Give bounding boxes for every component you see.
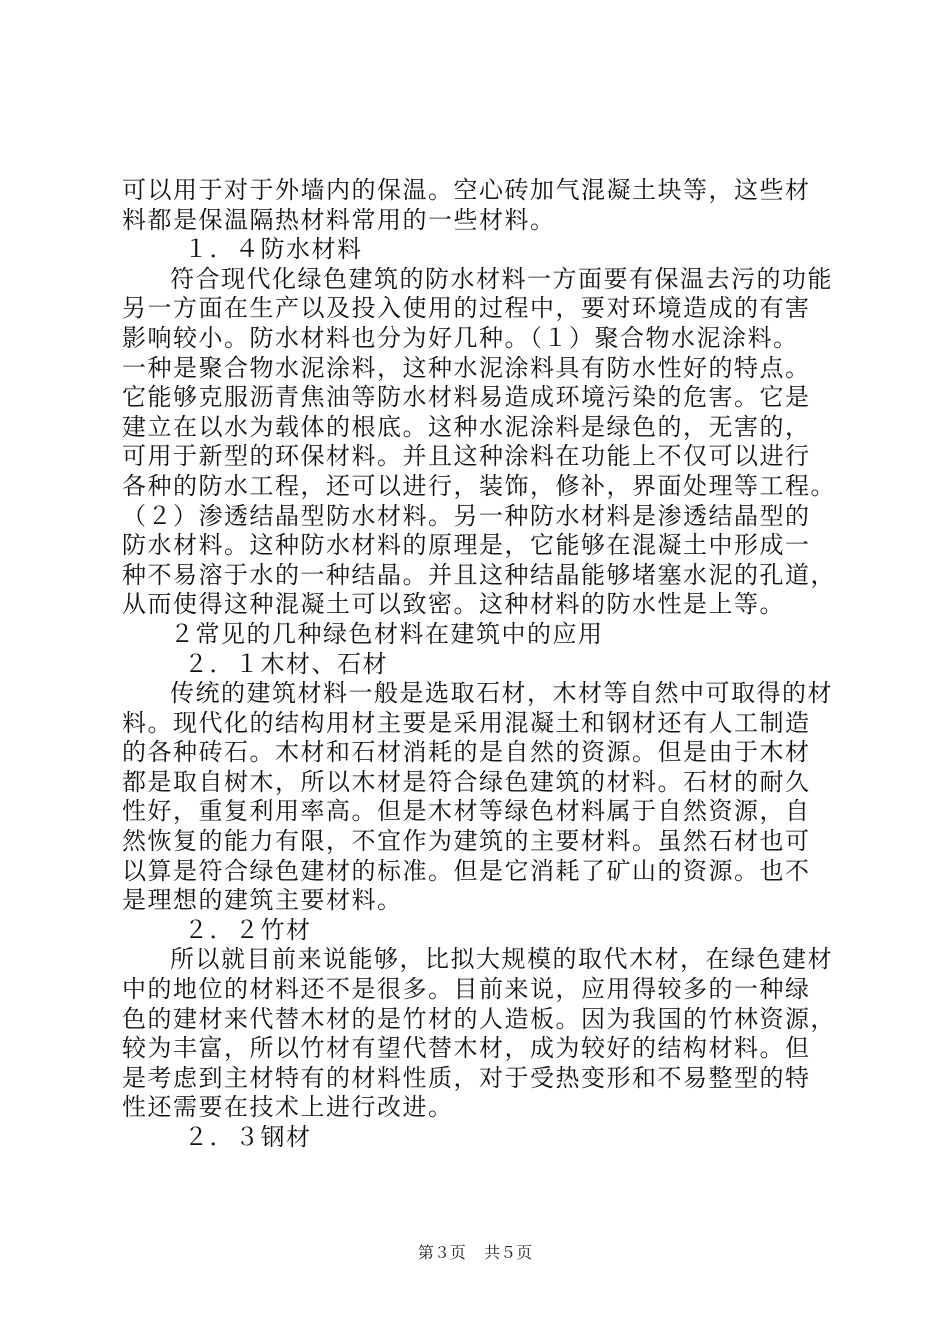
text-line: 的各种砖石。木材和石材消耗的是自然的资源。但是由于木材 (122, 738, 811, 767)
text-line: 料都是保温隔热材料常用的一些材料。 (122, 205, 556, 234)
text-line: 色的建材来代替木材的是竹材的人造板。因为我国的竹林资源， (122, 1004, 836, 1033)
text-line: 所以就目前来说能够，比拟大规模的取代木材，在绿色建材 (170, 945, 833, 974)
text-line: 性还需要在技术上进行改进。 (122, 1093, 454, 1122)
text-line: 防水材料。这种防水材料的原理是，它能够在混凝土中形成一 (122, 531, 811, 560)
page-number: 第３页 (417, 1243, 466, 1262)
text-line: 传统的建筑材料一般是选取石材，木材等自然中可取得的材 (170, 679, 833, 708)
text-line: 性好，重复利用率高。但是木材等绿色材料属于自然资源，自 (122, 797, 811, 826)
text-line: 是考虑到主材特有的材料性质，对于受热变形和不易整型的特 (122, 1063, 811, 1092)
text-line: 以算是符合绿色建材的标准。但是它消耗了矿山的资源。也不 (122, 856, 811, 885)
text-line: 然恢复的能力有限，不宜作为建筑的主要材料。虽然石材也可 (122, 827, 811, 856)
text-line: 各种的防水工程，还可以进行，装饰，修补，界面处理等工程。 (122, 471, 836, 500)
section-heading: １．４防水材料 (184, 235, 363, 264)
section-heading: ２．３钢材 (184, 1123, 312, 1151)
text-line: 种不易溶于水的一种结晶。并且这种结晶能够堵塞水泥的孔道， (122, 560, 836, 589)
text-line: 可以用于对于外墙内的保温。空心砖加气混凝土块等，这些材 (122, 176, 811, 204)
text-line: 较为丰富，所以竹材有望代替木材，成为较好的结构材料。但 (122, 1034, 811, 1063)
text-line: （２）渗透结晶型防水材料。另一种防水材料是渗透结晶型的 (122, 501, 811, 530)
page-footer (0, 1243, 950, 1263)
text-line: 符合现代化绿色建筑的防水材料一方面要有保温去污的功能 (170, 264, 833, 293)
text-line: 料。现代化的结构用材主要是采用混凝土和钢材还有人工制造 (122, 708, 811, 737)
text-line: 影响较小。防水材料也分为好几种。（１）聚合物水泥涂料。 (122, 323, 799, 352)
section-heading: ２．１木材、石材 (184, 649, 388, 678)
text-line: 都是取自树木，所以木材是符合绿色建筑的材料。石材的耐久 (122, 767, 811, 796)
text-line: 它能够克服沥青焦油等防水材料易造成环境污染的危害。它是 (122, 383, 811, 412)
text-line: 中的地位的材料还不是很多。目前来说，应用得较多的一种绿 (122, 975, 811, 1004)
text-line: 是理想的建筑主要材料。 (122, 886, 403, 915)
text-line: 可用于新型的环保材料。并且这种涂料在功能上不仅可以进行 (122, 442, 811, 471)
text-line: 一种是聚合物水泥涂料，这种水泥涂料具有防水性好的特点。 (122, 353, 811, 382)
document-body (122, 176, 840, 1153)
text-line: 另一方面在生产以及投入使用的过程中，要对环境造成的有害 (122, 294, 811, 323)
text-line: 从而使得这种混凝土可以致密。这种材料的防水性是上等。 (122, 590, 785, 619)
section-heading: ２常见的几种绿色材料在建筑中的应用 (170, 619, 604, 648)
page-total: 共５页 (484, 1243, 533, 1262)
section-heading: ２．２竹材 (184, 915, 312, 944)
text-line: 建立在以水为载体的根底。这种水泥涂料是绿色的，无害的， (122, 412, 811, 441)
